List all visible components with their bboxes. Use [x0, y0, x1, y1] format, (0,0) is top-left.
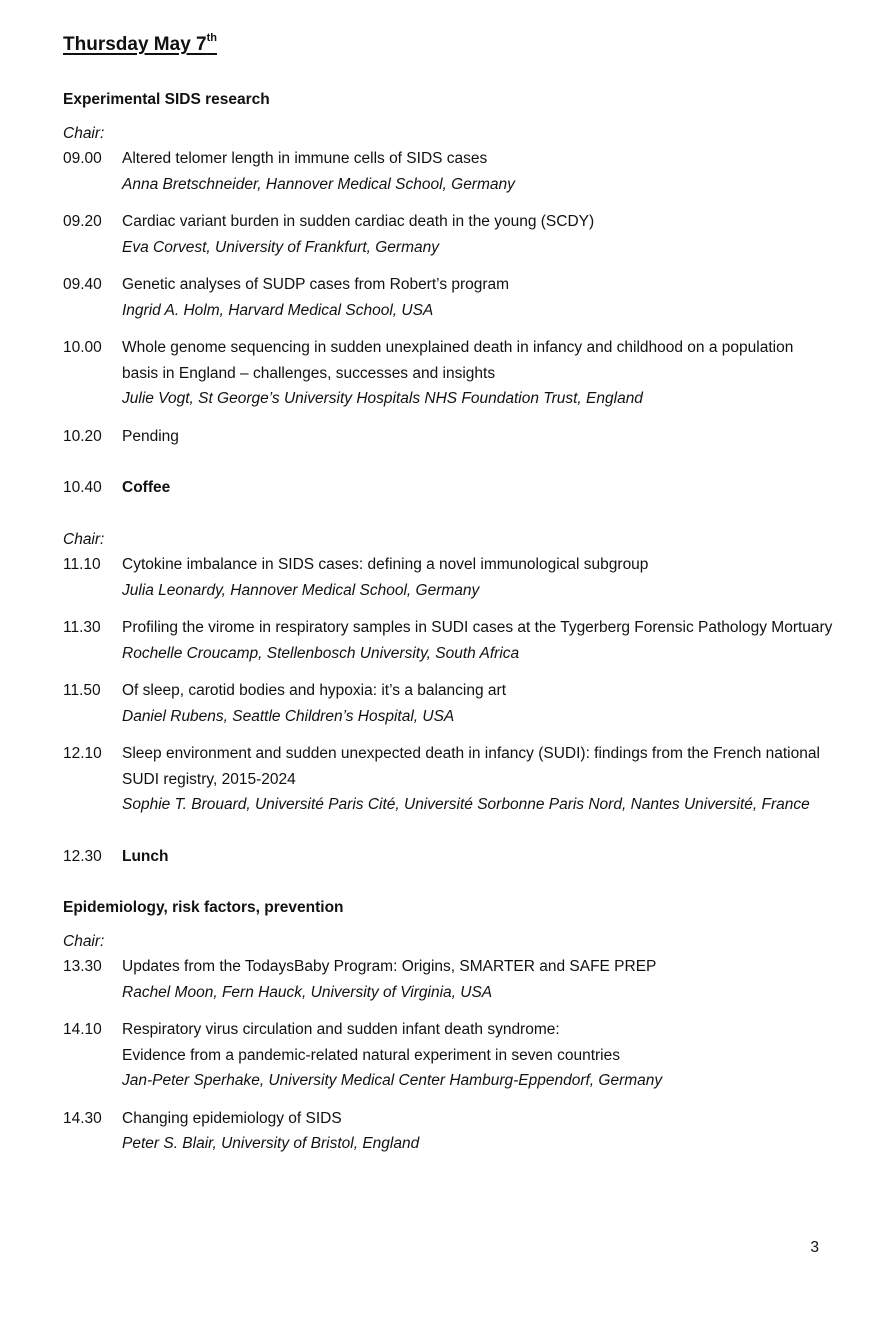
talk-title: Cytokine imbalance in SIDS cases: defining a novel immunological subgroup	[122, 556, 649, 573]
talk-title-line-2: Evidence from a pandemic-related natural experiment in seven countries	[122, 1046, 620, 1064]
program-slot	[63, 146, 833, 197]
break-slot-coffee	[63, 475, 833, 501]
program-slot	[63, 424, 833, 450]
program-slot	[63, 1017, 833, 1094]
program-slot	[63, 1106, 833, 1157]
slot-time: 10.40	[63, 479, 102, 496]
program-slot	[63, 954, 833, 1005]
slot-time: 11.50	[63, 682, 101, 699]
talk-title: Genetic analyses of SUDP cases from Robert’s program	[122, 276, 510, 293]
page-title-superscript: th	[206, 31, 217, 44]
talk-title: Cardiac variant burden in sudden cardiac death in the young (SCDY)	[122, 213, 595, 230]
chair-label: Chair:	[63, 932, 105, 950]
slot-time: 12.10	[63, 745, 102, 762]
slot-time: 14.30	[63, 1109, 102, 1127]
talk-title-line-1: Respiratory virus circulation and sudden infant death syndrome:	[122, 1021, 560, 1038]
program-slot	[63, 615, 833, 666]
talk-title: Altered telomer length in immune cells of SIDS cases	[122, 150, 488, 167]
slot-time: 14.10	[63, 1021, 102, 1038]
talk-speaker: Daniel Rubens, Seattle Children’s Hospital, USA	[122, 707, 455, 725]
slot-time: 10.20	[63, 427, 102, 445]
talk-title: Pending	[122, 427, 179, 445]
talk-speaker: Julia Leonardy, Hannover Medical School, Germany	[122, 581, 480, 599]
slot-time: 09.20	[63, 213, 102, 230]
talk-title: Profiling the virome in respiratory samples in SUDI cases at the Tygerberg Forensic Pathology Mortuary	[122, 619, 833, 636]
talk-speaker: Rachel Moon, Fern Hauck, University of Virginia, USA	[122, 983, 493, 1001]
talk-speaker: Rochelle Croucamp, Stellenbosch University, South Africa	[122, 644, 520, 662]
slot-time: 11.30	[63, 619, 101, 636]
program-slot	[63, 741, 833, 818]
break-label: Coffee	[122, 479, 171, 496]
slot-time: 11.10	[63, 556, 101, 573]
slot-time: 10.00	[63, 339, 102, 356]
programme-page	[63, 30, 833, 1169]
talk-speaker: Sophie T. Brouard, Université Paris Cité, Université Sorbonne Paris Nord, Nantes Université, France	[122, 796, 810, 813]
break-label: Lunch	[122, 847, 169, 865]
slot-time: 13.30	[63, 958, 102, 975]
talk-title: Changing epidemiology of SIDS	[122, 1109, 342, 1127]
program-slot	[63, 552, 833, 603]
page-title: Thursday May 7th	[63, 31, 217, 55]
program-slot	[63, 335, 833, 412]
program-slot	[63, 209, 833, 260]
talk-speaker: Jan-Peter Sperhake, University Medical Center Hamburg-Eppendorf, Germany	[122, 1072, 663, 1089]
chair-label: Chair:	[63, 124, 105, 142]
talk-title: Whole genome sequencing in sudden unexplained death in infancy and childhood on a population basis in England – challenges, successes and insights	[122, 339, 794, 382]
talk-speaker: Julie Vogt, St George’s University Hospitals NHS Foundation Trust, England	[122, 390, 643, 407]
break-slot-lunch	[63, 844, 833, 870]
talk-title: Sleep environment and sudden unexpected death in infancy (SUDI): findings from the French national SUDI registry, 2015-2024	[122, 745, 820, 788]
slot-time: 12.30	[63, 847, 102, 865]
page-number: 3	[810, 1239, 819, 1256]
talk-title: Updates from the TodaysBaby Program: Origins, SMARTER and SAFE PREP	[122, 958, 657, 975]
talk-speaker: Eva Corvest, University of Frankfurt, Germany	[122, 238, 439, 256]
section-title-epidemiology: Epidemiology, risk factors, prevention	[63, 899, 344, 916]
program-slot	[63, 272, 833, 323]
section-title-experimental: Experimental SIDS research	[63, 91, 270, 108]
talk-speaker: Peter S. Blair, University of Bristol, England	[122, 1135, 420, 1152]
talk-speaker: Ingrid A. Holm, Harvard Medical School, USA	[122, 301, 434, 319]
slot-time: 09.00	[63, 150, 102, 167]
talk-speaker: Anna Bretschneider, Hannover Medical School, Germany	[122, 175, 515, 193]
slot-time: 09.40	[63, 276, 102, 293]
program-slot	[63, 678, 833, 729]
talk-title: Of sleep, carotid bodies and hypoxia: it’s a balancing art	[122, 682, 507, 699]
chair-label: Chair:	[63, 530, 105, 548]
